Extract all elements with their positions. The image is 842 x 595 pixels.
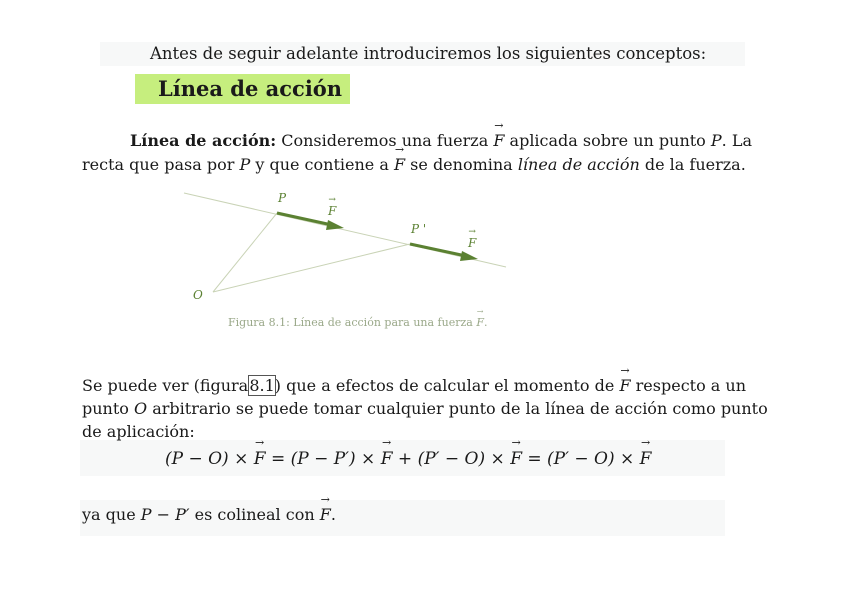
final-text-a: ya que	[82, 505, 136, 524]
force-symbol: → F	[619, 376, 630, 396]
segment-O-to-Pprime	[213, 244, 410, 292]
figure-reference-link[interactable]: 8.1	[249, 376, 275, 395]
section-title: Línea de acción	[158, 76, 343, 101]
moment-equation	[165, 448, 651, 470]
label-F2	[468, 236, 476, 250]
definition-text-2d: de la fuerza.	[644, 155, 746, 174]
eq-term-3: + (P′ − O) ×	[397, 449, 505, 469]
line-of-action	[184, 193, 506, 267]
para2-line-2	[82, 399, 768, 419]
label-Pprime: P '	[411, 222, 427, 236]
final-line	[82, 505, 336, 525]
para2-line-3: de aplicación:	[82, 422, 195, 441]
definition-text-2b: y que contiene a	[255, 155, 389, 174]
para2-text-1b: ) que a efectos de calcular el momento de	[274, 376, 615, 395]
final-expression: P − P′	[140, 505, 190, 524]
eq-force-3: → F	[510, 448, 522, 470]
final-text-b: es colineal con	[194, 505, 315, 524]
definition-text-2c: se denomina	[410, 155, 513, 174]
caption-text: Figura 8.1: Línea de acción para una fuerza	[228, 316, 473, 329]
origin-symbol: O	[134, 399, 148, 418]
definition-italic-term: línea de acción	[517, 155, 640, 174]
force-symbol: → F	[394, 155, 405, 175]
line-of-action-figure	[170, 180, 515, 305]
caption-end: .	[483, 316, 488, 329]
eq-term-2: = (P − P′) ×	[270, 449, 376, 469]
intro-text: Antes de seguir adelante introduciremos los siguientes conceptos:	[150, 44, 707, 63]
para2-text-2a: punto	[82, 399, 129, 418]
eq-term-4: = (P′ − O) ×	[527, 449, 635, 469]
force-arrow-shaft-1	[277, 213, 332, 225]
para2-text-2b: arbitrario se puede tomar cualquier punto de la línea de acción como punto	[152, 399, 768, 418]
definition-text-1b: aplicada sobre un punto	[509, 131, 706, 150]
force-arrow-shaft-2	[410, 244, 466, 256]
para2-text-1a: Se puede ver (figura	[82, 376, 249, 395]
para2-line-1	[82, 376, 746, 396]
force-symbol: → F	[320, 505, 331, 525]
eq-term-1: (P − O) ×	[165, 449, 249, 469]
figure-caption	[228, 316, 487, 330]
caption-force: → F	[476, 316, 484, 330]
segment-O-to-P	[213, 213, 277, 292]
force-label-1: → F	[328, 204, 336, 218]
eq-force-4: → F	[640, 448, 652, 470]
final-text-c: .	[330, 505, 336, 524]
definition-text-2a: recta que pasa por	[82, 155, 235, 174]
definition-line-2	[82, 155, 746, 175]
label-F1	[328, 204, 336, 218]
force-label-2: → F	[468, 236, 476, 250]
definition-text-1a: Consideremos una fuerza	[281, 131, 489, 150]
eq-force-1: → F	[254, 448, 266, 470]
para2-text-1c: respecto a un	[635, 376, 747, 395]
definition-line-1	[130, 131, 752, 151]
point-symbol: P	[710, 131, 722, 150]
definition-term: Línea de acción:	[130, 131, 277, 150]
eq-force-2: → F	[381, 448, 393, 470]
definition-text-1c: . La	[721, 131, 753, 150]
label-O: O	[193, 288, 203, 302]
force-arrowhead-1	[326, 220, 344, 230]
force-symbol: → F	[493, 131, 504, 151]
point-symbol: P	[239, 155, 251, 174]
label-P: P	[278, 191, 287, 205]
